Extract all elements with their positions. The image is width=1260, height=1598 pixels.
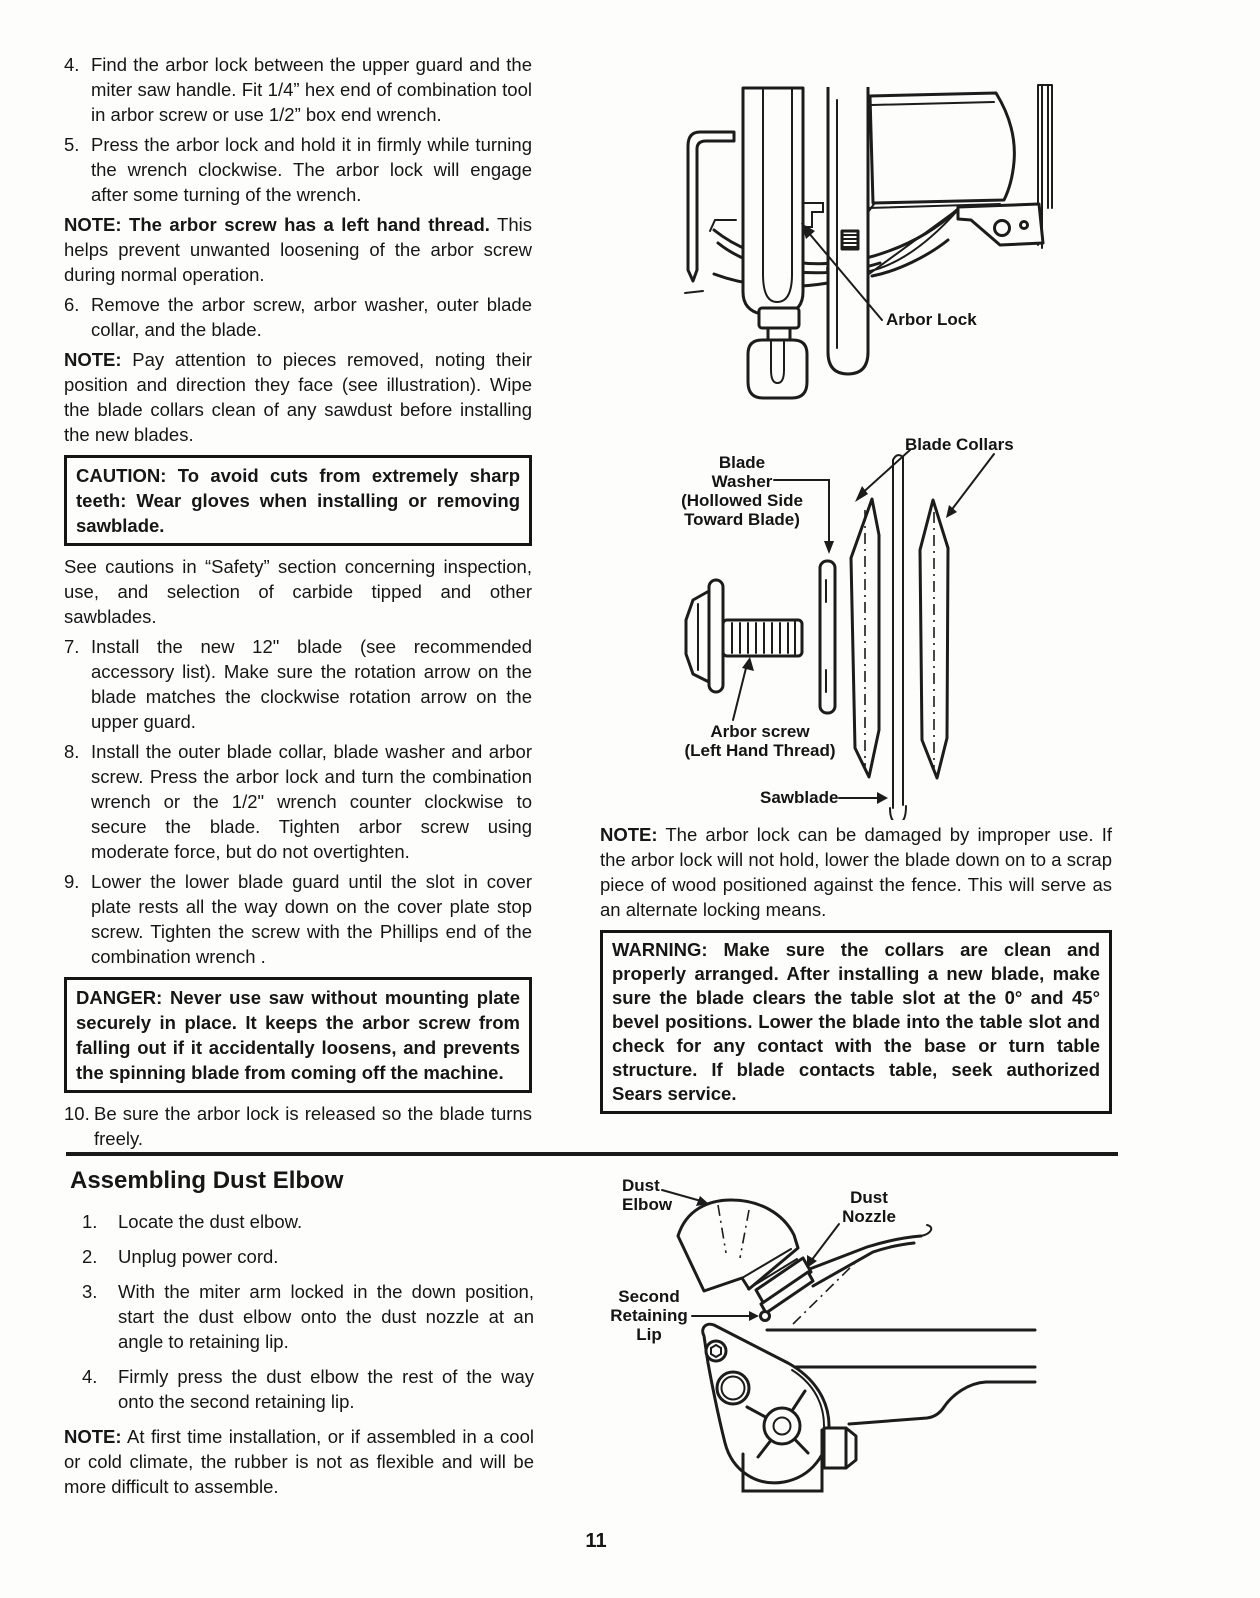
dust-step-2	[82, 1244, 534, 1269]
guard-post	[743, 88, 803, 316]
stop-block	[824, 1428, 846, 1468]
note-lead: NOTE:	[600, 824, 658, 845]
retaining-lip-detail	[761, 1312, 770, 1321]
step-number: 1.	[82, 1211, 98, 1232]
blade-collars-label: Blade Collars	[905, 435, 1014, 454]
danger-box	[64, 977, 532, 1093]
caution-text: CAUTION: To avoid cuts from extremely sharp teeth: Wear gloves when installing or removing sawblade.	[76, 465, 520, 536]
dust-nozzle-label: Dust Nozzle	[842, 1188, 896, 1226]
step-text: Remove the arbor screw, arbor washer, outer blade collar, and the blade.	[91, 294, 532, 340]
note-lead: NOTE:	[64, 1426, 122, 1447]
sawblade-label: Sawblade	[760, 788, 839, 807]
arbor-lock-label: Arbor Lock	[886, 310, 977, 329]
dust-elbow-label: Dust Elbow	[622, 1176, 673, 1214]
step-number: 10.	[64, 1103, 90, 1124]
arbor-screw-flange	[709, 580, 723, 692]
arbor-screw-shaft	[723, 620, 802, 656]
see-cautions-paragraph	[64, 554, 532, 629]
dust-step-1	[82, 1209, 534, 1234]
step-text: Install the outer blade collar, blade washer and arbor screw. Press the arbor lock and turn the combination wrench or the 1/2" wrench counter clockwise to secure the blade. Tighten arbor screw using moderate force, but do not overtighten.	[91, 741, 532, 862]
step-8	[64, 739, 532, 864]
blade-washer	[820, 561, 835, 713]
warning-box	[600, 930, 1112, 1114]
caution-box	[64, 455, 532, 546]
step-number: 4.	[64, 54, 80, 75]
hex-key	[688, 132, 734, 281]
step-5	[64, 132, 532, 207]
note-body: The arbor lock can be damaged by improper use. If the arbor lock will not hold, lower the blade down on to a scrap piece of wood positioned against the fence. This will serve as an alternate locking means.	[600, 824, 1112, 920]
dust-step-3	[82, 1279, 534, 1354]
note-cold-climate	[64, 1424, 534, 1499]
step-9	[64, 869, 532, 969]
step-number: 8.	[64, 741, 80, 762]
step-text: Be sure the arbor lock is released so the blade turns freely.	[94, 1103, 532, 1149]
note-arbor-lock-damage	[600, 822, 1112, 922]
step-text: Press the arbor lock and hold it in firmly while turning the wrench clockwise. The arbor lock will engage after some turning of the wrench.	[91, 134, 532, 205]
note-pieces-removed	[64, 347, 532, 447]
danger-text: DANGER: Never use saw without mounting plate securely in place. It keeps the arbor screw from falling out if it accidentally loosens, and prevents the spinning blade from coming off the machine.	[76, 987, 520, 1083]
step-4	[64, 52, 532, 127]
step-number: 9.	[64, 871, 80, 892]
dust-step-4	[82, 1364, 534, 1414]
note-body: At first time installation, or if assembled in a cool or cold climate, the rubber is not as flexible and will be more difficult to assemble.	[64, 1426, 534, 1497]
step-7	[64, 634, 532, 734]
dust-elbow-illustration	[596, 1160, 1246, 1512]
step-text: Lower the lower blade guard until the slot in cover plate rests all the way down on the cover plate stop screw. Tighten the screw with the Phillips end of the combination wrench .	[91, 871, 532, 967]
blade-illustrations-column	[596, 52, 1244, 1122]
step-text: Firmly press the dust elbow the rest of the way onto the second retaining lip.	[118, 1366, 534, 1412]
step-number: 7.	[64, 636, 80, 657]
step-number: 3.	[82, 1281, 98, 1302]
step-number: 5.	[64, 134, 80, 155]
paragraph-text: See cautions in “Safety” section concerning inspection, use, and selection of carbide tipped and other sawblades.	[64, 556, 532, 627]
step-text: With the miter arm locked in the down position, start the dust elbow onto the dust nozzle at an angle to retaining lip.	[118, 1281, 534, 1352]
arbor-screw-leader	[733, 664, 747, 720]
note-body: This helps prevent unwanted loosening of the arbor screw during normal operation.	[64, 214, 532, 285]
saw-head-illustration	[596, 52, 1244, 430]
section-divider	[66, 1152, 1118, 1156]
step-number: 2.	[82, 1246, 98, 1267]
handle-knob	[748, 340, 807, 398]
figure-blade-assembly	[596, 430, 1244, 820]
step-text: Locate the dust elbow.	[118, 1211, 303, 1232]
step-10	[64, 1101, 532, 1151]
second-retaining-lip-label: Second Retaining Lip	[610, 1287, 688, 1344]
step-number: 4.	[82, 1366, 98, 1387]
step-text: Unplug power cord.	[118, 1246, 279, 1267]
arbor-screw-label: Arbor screw (Left Hand Thread)	[684, 722, 836, 760]
step-text: Find the arbor lock between the upper guard and the miter saw handle. Fit 1/4” hex end of combination tool in arbor screw or use 1/2” box end wrench.	[91, 54, 532, 125]
step-6	[64, 292, 532, 342]
step-text: Install the new 12" blade (see recommended accessory list). Make sure the rotation arrow on the blade matches the clockwise rotation arrow on the upper guard.	[91, 636, 532, 732]
blade-changing-instructions	[64, 52, 532, 1156]
note-lead: NOTE: The arbor screw has a left hand thread.	[64, 214, 490, 235]
motor-housing	[870, 93, 1014, 203]
sawblade-edge	[893, 455, 903, 808]
section-heading: Assembling Dust Elbow	[70, 1167, 344, 1194]
warning-text: WARNING: Make sure the collars are clean and properly arranged. After installing a new blade, make sure the blade clears the table slot at the 0° and 45° bevel positions. Lower the blade into the table slot and check for any contact with the base or turn table structure. If blade contacts table, seek authorized Sears service.	[612, 939, 1100, 1104]
dust-nozzle-leader	[811, 1224, 839, 1261]
figure-arbor-lock	[596, 52, 1244, 430]
step-number: 6.	[64, 294, 80, 315]
dust-elbow-section	[64, 1168, 534, 1504]
pivot-hub	[764, 1408, 800, 1444]
blade-washer-label: Blade Washer (Hollowed Side Toward Blade)	[681, 453, 803, 529]
note-lead: NOTE:	[64, 349, 122, 370]
figure-dust-elbow	[596, 1160, 1246, 1512]
page-number: 11	[585, 1530, 607, 1552]
note-body: Pay attention to pieces removed, noting their position and direction they face (see illustration). Wipe the blade collars clean of any sawdust before installing the new blades.	[64, 349, 532, 445]
note-left-hand-thread	[64, 212, 532, 287]
